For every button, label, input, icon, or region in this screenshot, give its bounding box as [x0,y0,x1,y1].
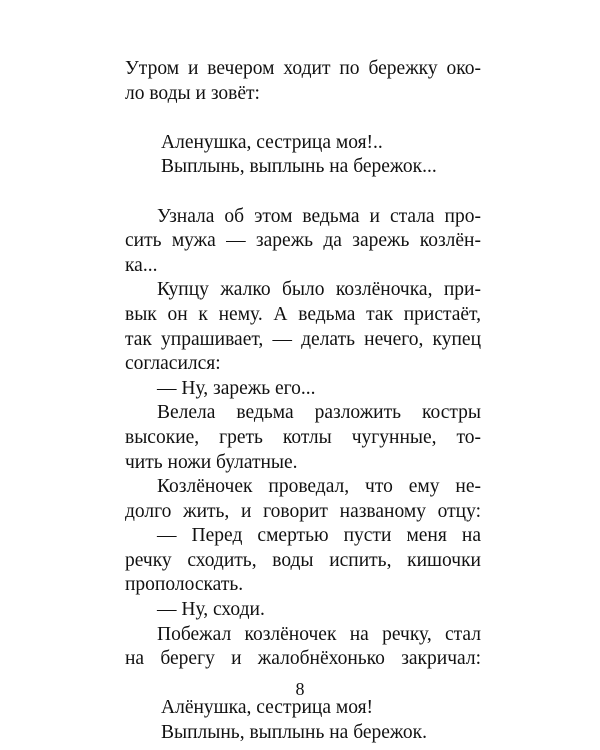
text-line: вык он к нему. А ведьма так пристаёт, [125,303,481,325]
text-line: прополоскать. [125,574,244,596]
text-line: ка... [125,254,158,276]
text-line: на берегу и жалобнёхонько закричал: [125,648,481,670]
text-line: Утром и вечером ходит по бережку око- [125,58,481,79]
verse-line: Выплынь, выплынь на бережок... [161,156,437,178]
dialogue-line: — Ну, зарежь его... [157,377,316,399]
page-number: 8 [295,679,305,699]
text-line: Побежал козлёночек на речку, стал [157,623,481,645]
verse-line: Выплынь, выплынь на бережок. [161,722,428,744]
text-line: Велела ведьма разложить костры [157,402,481,424]
text-line: сить мужа — зарежь да зарежь козлён- [125,230,481,252]
blank-line [125,180,481,205]
text-line: Козлёночек проведал, что ему не- [157,476,481,498]
page-text [125,57,481,746]
dialogue-line: — Ну, сходи. [157,599,265,621]
text-line: Купцу жалко было козлёночка, при- [157,279,481,301]
verse-line: Аленушка, сестрица моя!.. [161,131,383,153]
verse-line: Алёнушка, сестрица моя! [161,697,374,719]
text-line: ло воды и зовёт: [125,82,260,104]
blank-line [125,106,481,131]
text-line: чить ножи булатные. [125,451,298,473]
text-line: высокие, греть котлы чугунные, то- [125,426,481,448]
dialogue-line: — Перед смертью пусти меня на [157,525,481,547]
text-line: речку сходить, воды испить, кишочки [125,549,481,571]
text-line: так упрашивает, — делать нечего, купец [125,328,481,350]
text-line: согласился: [125,353,221,375]
text-line: Узнала об этом ведьма и стала про- [157,205,481,227]
text-line: долго жить, и говорит названому отцу: [125,500,481,522]
